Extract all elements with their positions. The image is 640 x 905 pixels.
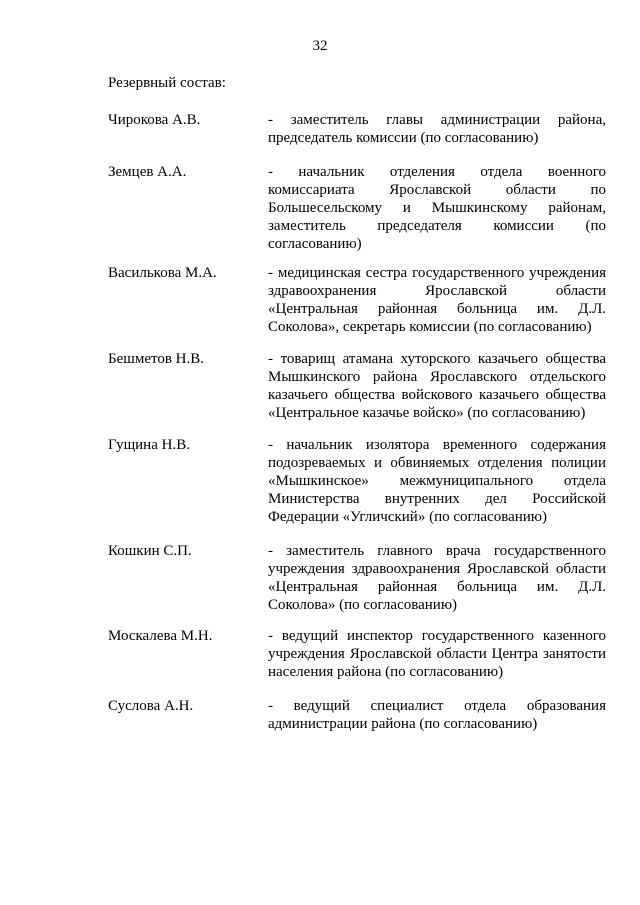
- member-name: Гущина Н.В.: [108, 437, 190, 453]
- member-role: - медицинская сестра государственного учреждения здравоохранения Ярославской области «Центральная районная больница им. Д.Л. Соколова», секретарь комиссии (по согласованию): [268, 265, 606, 335]
- member-name: Василькова М.А.: [108, 265, 217, 281]
- section-title: Резервный состав:: [108, 75, 226, 91]
- member-name: Чирокова А.В.: [108, 112, 201, 128]
- member-role: - заместитель главы администрации района, председатель комиссии (по согласованию): [268, 112, 606, 146]
- member-role: - товарищ атамана хуторского казачьего общества Мышкинского района Ярославского отдельского казачьего общества войскового казачьего общества «Центральное казачье войско» (по согласованию): [268, 351, 606, 421]
- member-role: - начальник отделения отдела военного комиссариата Ярославской области по Большесельскому и Мышкинскому районам, заместитель председателя комиссии (по согласованию): [268, 164, 606, 252]
- member-role: - ведущий инспектор государственного казенного учреждения Ярославской области Центра занятости населения района (по согласованию): [268, 628, 606, 680]
- member-name: Суслова А.Н.: [108, 698, 194, 714]
- member-role: - начальник изолятора временного содержания подозреваемых и обвиняемых отделения полиции «Мышкинское» межмуниципального отдела Министерства внутренних дел Российской Федерации «Угличский» (по согласованию): [268, 437, 606, 525]
- member-name: Кошкин С.П.: [108, 543, 192, 559]
- member-name: Бешметов Н.В.: [108, 351, 204, 367]
- member-role: - ведущий специалист отдела образования администрации района (по согласованию): [268, 698, 606, 732]
- member-name: Москалева М.Н.: [108, 628, 213, 644]
- member-name: Земцев А.А.: [108, 164, 187, 180]
- page-number: 32: [312, 38, 328, 54]
- member-role: - заместитель главного врача государственного учреждения здравоохранения Ярославской области «Центральная районная больница им. Д.Л. Соколова» (по согласованию): [268, 543, 606, 613]
